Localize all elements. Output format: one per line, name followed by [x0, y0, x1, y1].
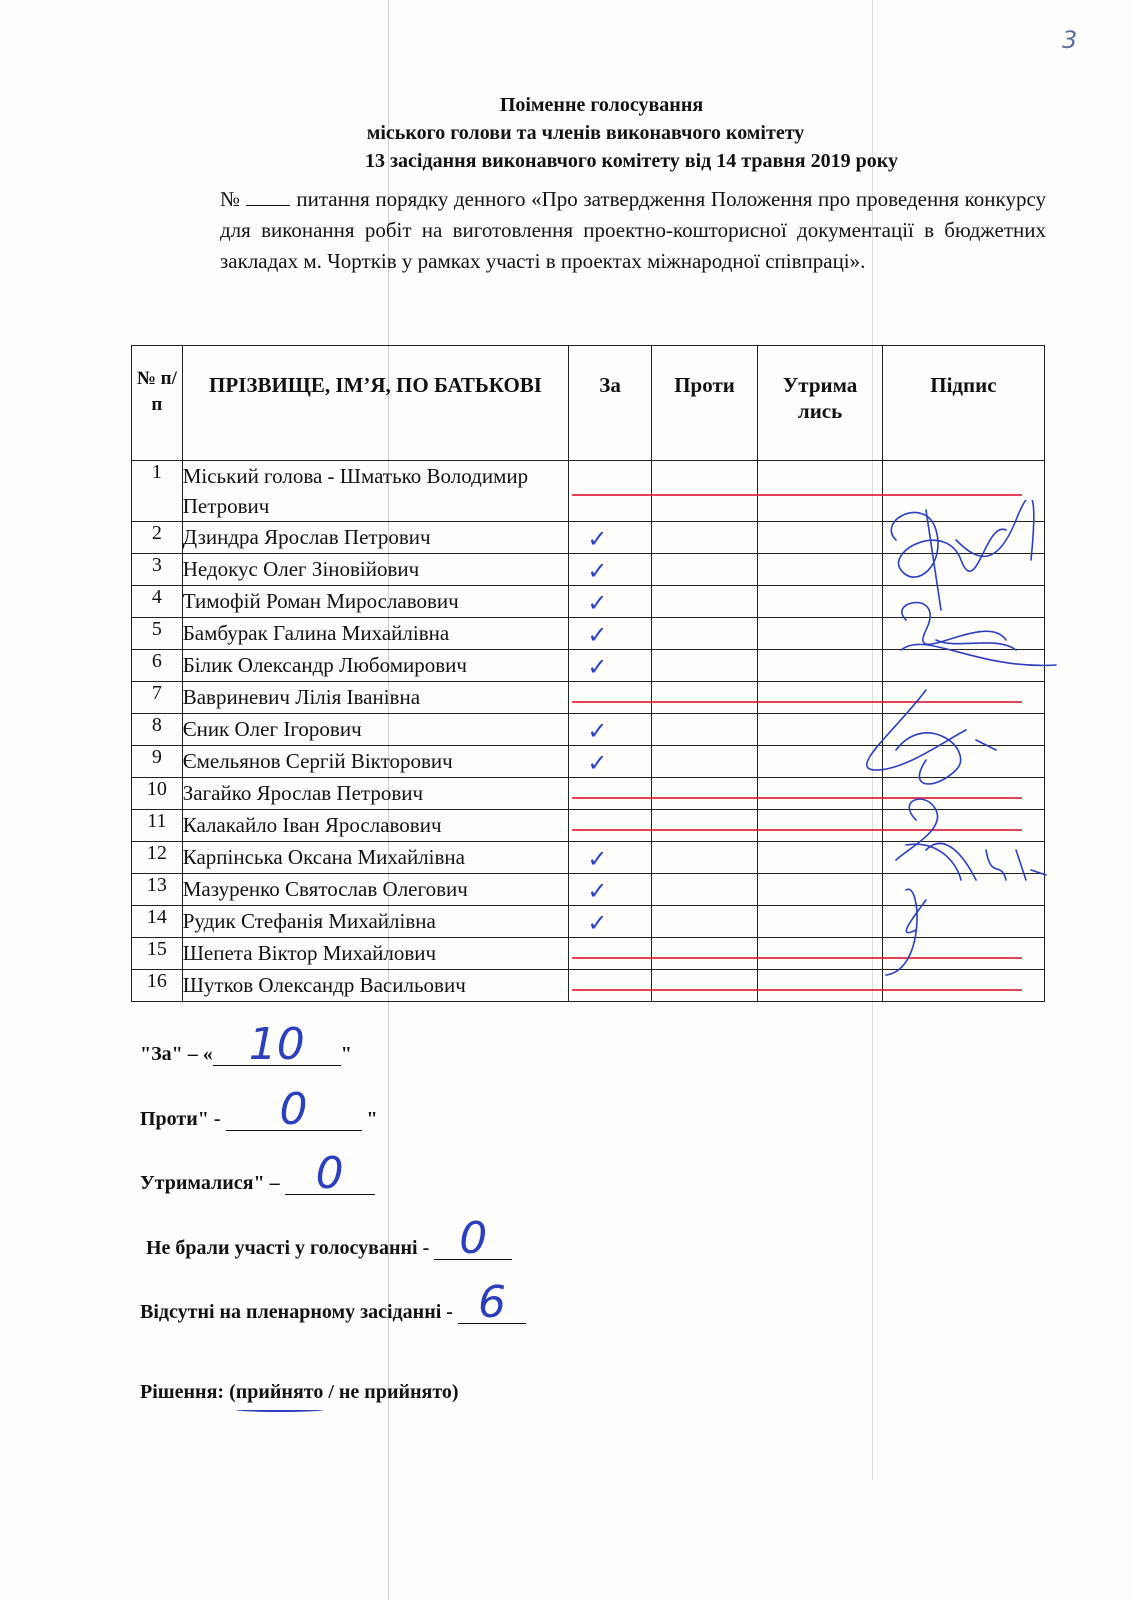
- signature-cell: [882, 874, 1044, 906]
- vote-abstained-cell: [758, 874, 883, 906]
- header-name: ПРІЗВИЩЕ, ІМ’Я, ПО БАТЬКОВІ: [182, 346, 569, 461]
- summary-abstained-value: 0: [315, 1148, 344, 1199]
- signature-cell: [882, 938, 1044, 970]
- signature-cell: [882, 461, 1044, 522]
- summary-not-participated-value: 0: [459, 1213, 488, 1264]
- agenda-item: [220, 184, 1046, 277]
- absent-strike-line: [572, 797, 1022, 799]
- vote-against-cell: [651, 810, 758, 842]
- row-name: Калакайло Іван Ярославович: [182, 810, 569, 842]
- vote-against-cell: [651, 554, 758, 586]
- row-number: 15: [132, 938, 183, 970]
- vote-against-cell: [651, 618, 758, 650]
- vote-against-cell: [651, 586, 758, 618]
- row-number: 11: [132, 810, 183, 842]
- summary-absent-blank: [458, 1277, 526, 1328]
- signature-cell: [882, 842, 1044, 874]
- table-row: [132, 682, 1045, 714]
- vote-abstained-cell: [758, 618, 883, 650]
- absent-strike-line: [572, 957, 1022, 959]
- vote-abstained-cell: [758, 586, 883, 618]
- row-number: 7: [132, 682, 183, 714]
- agenda-text: питання порядку денного «Про затвердження Положення про проведення конкурсу для виконання робіт на виготовлення проектно-кошторисної документації в бюджетних закладах м. Чортків у рамках участі в проектах міжнародної співпраці».: [220, 187, 1046, 273]
- vote-abstained-cell: [758, 746, 883, 778]
- decision-separator: /: [323, 1381, 339, 1403]
- vote-for-cell: [569, 618, 651, 650]
- signature-cell: [882, 746, 1044, 778]
- row-number: 1: [132, 461, 183, 522]
- vote-for-cell: [569, 682, 651, 714]
- decision-line: [140, 1381, 459, 1404]
- checkmark-icon: ✓: [587, 717, 608, 745]
- header-abstained: Утрима лись: [758, 346, 883, 461]
- vote-for-cell: [569, 842, 651, 874]
- summary-for-tail: ": [340, 1043, 352, 1065]
- row-name: Бамбурак Галина Михайлівна: [182, 618, 569, 650]
- summary-abstained-blank: [285, 1148, 375, 1199]
- summary-against: [140, 1084, 378, 1135]
- signature-cell: [882, 970, 1044, 1002]
- vote-abstained-cell: [758, 810, 883, 842]
- vote-against-cell: [651, 842, 758, 874]
- summary-absent: [140, 1277, 526, 1328]
- summary-against-label: Проти" -: [140, 1108, 221, 1130]
- summary-abstained: [140, 1148, 375, 1199]
- row-name: Рудик Стефанія Михайлівна: [182, 906, 569, 938]
- vote-for-cell: [569, 554, 651, 586]
- decision-open: (: [229, 1381, 236, 1403]
- vote-for-cell: [569, 746, 651, 778]
- checkmark-icon: ✓: [587, 557, 608, 585]
- row-number: 6: [132, 650, 183, 682]
- vote-for-cell: [569, 970, 651, 1002]
- decision-close: ): [451, 1381, 459, 1403]
- vote-against-cell: [651, 778, 758, 810]
- signature-cell: [882, 554, 1044, 586]
- vote-against-cell: [651, 938, 758, 970]
- row-name: Шепета Віктор Михайлович: [182, 938, 569, 970]
- absent-strike-line: [572, 701, 1022, 703]
- table-body: [132, 461, 1045, 1002]
- checkmark-icon: ✓: [587, 589, 608, 617]
- signature-cell: [882, 522, 1044, 554]
- table-row: [132, 938, 1045, 970]
- table-row: [132, 746, 1045, 778]
- row-number: 13: [132, 874, 183, 906]
- signature-cell: [882, 682, 1044, 714]
- vote-for-cell: [569, 906, 651, 938]
- signature-cell: [882, 618, 1044, 650]
- agenda-number-sign: №: [220, 187, 241, 211]
- row-name: Єник Олег Ігорович: [182, 714, 569, 746]
- summary-for-value: 10: [248, 1019, 305, 1070]
- decision-accepted: прийнято: [235, 1381, 324, 1403]
- summary-not-participated: [146, 1213, 512, 1264]
- document-title: Поіменне голосування: [499, 94, 704, 116]
- checkmark-icon: ✓: [587, 877, 608, 905]
- row-number: 9: [132, 746, 183, 778]
- row-name: Ємельянов Сергій Вікторович: [182, 746, 569, 778]
- vote-for-cell: [569, 650, 651, 682]
- vote-for-cell: [569, 938, 651, 970]
- summary-for-blank: [213, 1019, 341, 1070]
- absent-strike-line: [572, 989, 1022, 991]
- header-signature: Підпис: [882, 346, 1044, 461]
- vote-for-cell: [569, 522, 651, 554]
- checkmark-icon: ✓: [587, 909, 608, 937]
- vote-abstained-cell: [758, 682, 883, 714]
- summary-absent-value: 6: [477, 1277, 506, 1328]
- row-number: 14: [132, 906, 183, 938]
- document-subtitle: міського голови та членів виконавчого комітету: [366, 122, 805, 144]
- row-number: 16: [132, 970, 183, 1002]
- vote-abstained-cell: [758, 714, 883, 746]
- agenda-number-blank: [246, 205, 290, 206]
- signature-cell: [882, 810, 1044, 842]
- table-row: [132, 522, 1045, 554]
- vote-for-cell: [569, 714, 651, 746]
- absent-strike-line: [572, 829, 1022, 831]
- vote-for-cell: [569, 586, 651, 618]
- summary-absent-label: Відсутні на пленарному засіданні -: [140, 1301, 453, 1323]
- row-name: Шутков Олександр Васильович: [182, 970, 569, 1002]
- vote-against-cell: [651, 461, 758, 522]
- table-row: [132, 586, 1045, 618]
- summary-not-participated-label: Не брали участі у голосуванні -: [146, 1237, 430, 1259]
- absent-strike-line: [572, 494, 1022, 496]
- vote-abstained-cell: [758, 778, 883, 810]
- table-row: [132, 810, 1045, 842]
- summary-for: [140, 1019, 352, 1070]
- signature-cell: [882, 586, 1044, 618]
- decision-label: Рішення:: [140, 1381, 225, 1403]
- vote-against-cell: [651, 970, 758, 1002]
- header-against: Проти: [651, 346, 758, 461]
- row-number: 3: [132, 554, 183, 586]
- roll-call-table: [131, 345, 1045, 1002]
- header-for: За: [569, 346, 651, 461]
- row-number: 2: [132, 522, 183, 554]
- table-row: [132, 842, 1045, 874]
- row-number: 4: [132, 586, 183, 618]
- signature-cell: [882, 778, 1044, 810]
- checkmark-icon: ✓: [587, 749, 608, 777]
- vote-for-cell: [569, 461, 651, 522]
- row-name: Тимофій Роман Мирославович: [182, 586, 569, 618]
- checkmark-icon: ✓: [587, 845, 608, 873]
- row-name: Вавриневич Лілія Іванівна: [182, 682, 569, 714]
- vote-for-cell: [569, 778, 651, 810]
- table-row: [132, 650, 1045, 682]
- vote-against-cell: [651, 522, 758, 554]
- table-row: [132, 714, 1045, 746]
- summary-not-participated-blank: [434, 1213, 512, 1264]
- vote-abstained-cell: [758, 906, 883, 938]
- table-header-row: [132, 346, 1045, 461]
- vote-against-cell: [651, 746, 758, 778]
- vote-abstained-cell: [758, 522, 883, 554]
- signature-cell: [882, 714, 1044, 746]
- table-row: [132, 906, 1045, 938]
- row-name: Міський голова - Шматько Володимир Петрович: [182, 461, 569, 522]
- row-name: Загайко Ярослав Петрович: [182, 778, 569, 810]
- header-number: № п/ п: [132, 346, 183, 461]
- table-row: [132, 461, 1045, 522]
- vote-for-cell: [569, 810, 651, 842]
- summary-abstained-label: Утрималися" –: [140, 1172, 280, 1194]
- row-name: Білик Олександр Любомирович: [182, 650, 569, 682]
- meeting-info: 13 засідання виконавчого комітету від 14 травня 2019 року: [365, 150, 898, 172]
- vote-abstained-cell: [758, 842, 883, 874]
- vote-abstained-cell: [758, 650, 883, 682]
- row-name: Мазуренко Святослав Олегович: [182, 874, 569, 906]
- signature-cell: [882, 650, 1044, 682]
- decision-rejected: не прийнято: [338, 1381, 452, 1403]
- vote-against-cell: [651, 874, 758, 906]
- page-number: 3: [1062, 26, 1078, 54]
- row-number: 5: [132, 618, 183, 650]
- table-row: [132, 554, 1045, 586]
- table-row: [132, 970, 1045, 1002]
- vote-against-cell: [651, 682, 758, 714]
- row-number: 10: [132, 778, 183, 810]
- signature-cell: [882, 906, 1044, 938]
- table-row: [132, 778, 1045, 810]
- summary-against-blank: [226, 1084, 362, 1135]
- vote-abstained-cell: [758, 938, 883, 970]
- summary-for-label: "За" – «: [140, 1043, 213, 1065]
- row-name: Дзиндра Ярослав Петрович: [182, 522, 569, 554]
- checkmark-icon: ✓: [587, 621, 608, 649]
- vote-abstained-cell: [758, 554, 883, 586]
- summary-against-tail: ": [366, 1108, 378, 1130]
- row-name: Карпінська Оксана Михайлівна: [182, 842, 569, 874]
- table-row: [132, 874, 1045, 906]
- vote-against-cell: [651, 714, 758, 746]
- table-row: [132, 618, 1045, 650]
- row-number: 12: [132, 842, 183, 874]
- vote-abstained-cell: [758, 970, 883, 1002]
- vote-abstained-cell: [758, 461, 883, 522]
- row-number: 8: [132, 714, 183, 746]
- vote-against-cell: [651, 650, 758, 682]
- vote-against-cell: [651, 906, 758, 938]
- checkmark-icon: ✓: [587, 525, 608, 553]
- vote-for-cell: [569, 874, 651, 906]
- summary-against-value: 0: [279, 1084, 308, 1135]
- checkmark-icon: ✓: [587, 653, 608, 681]
- row-name: Недокус Олег Зіновійович: [182, 554, 569, 586]
